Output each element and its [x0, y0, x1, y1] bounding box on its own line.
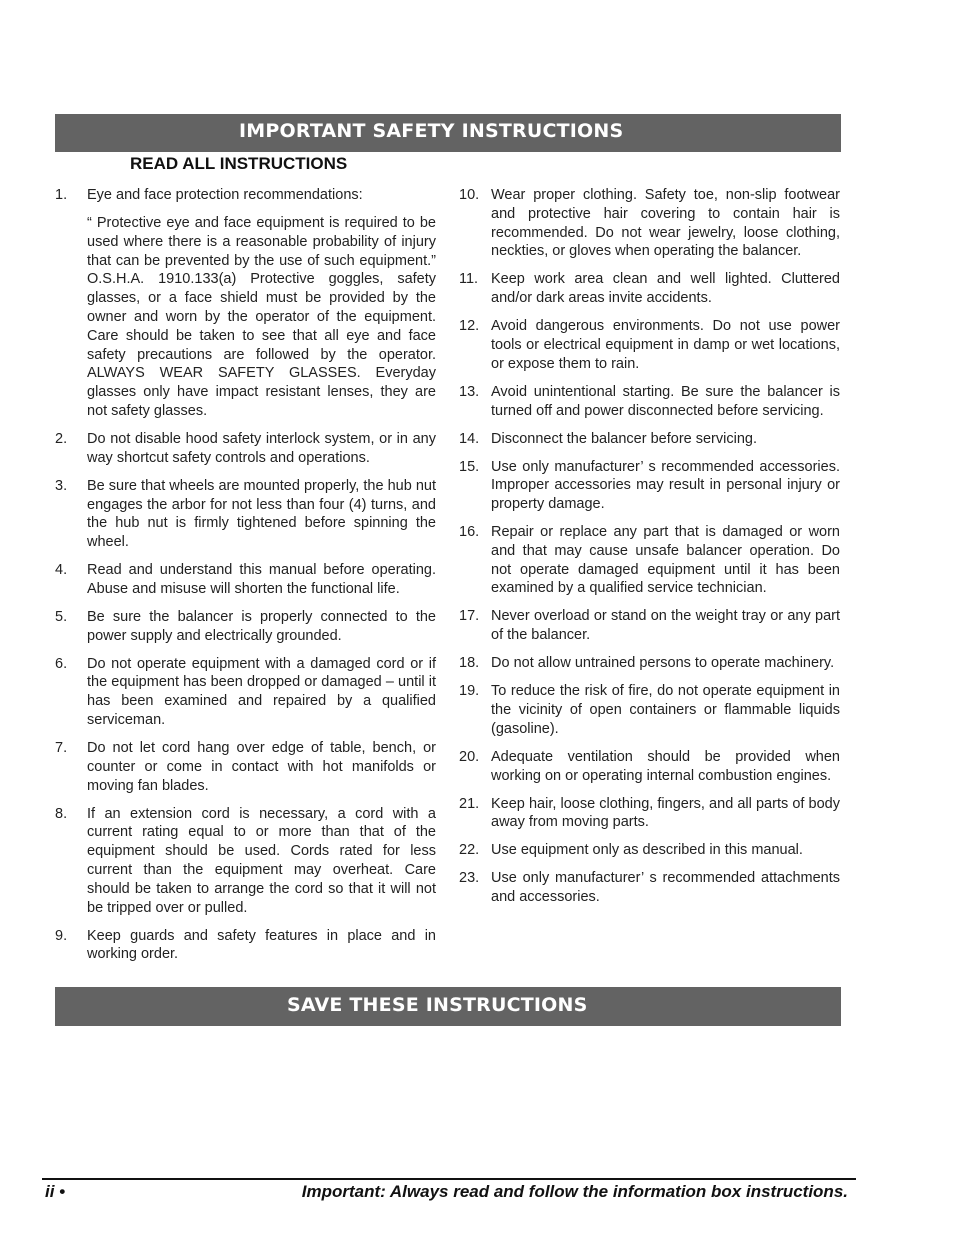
- instruction-item-17: [459, 607, 840, 645]
- page-number: ii •: [45, 1182, 66, 1201]
- instruction-item-13: [459, 383, 840, 421]
- instruction-text: Read and understand this manual before operating. Abuse and misuse will shorten the functional life.: [87, 562, 436, 597]
- instruction-item-22: [459, 841, 840, 860]
- instruction-text: Use only manufacturer’ s recommended attachments and accessories.: [491, 870, 840, 906]
- instruction-item-21: [459, 795, 840, 833]
- instruction-number: 21.: [459, 795, 480, 812]
- read-all-instructions-heading: READ ALL INSTRUCTIONS: [130, 154, 348, 173]
- instruction-number: 5.: [55, 608, 68, 625]
- instruction-text: Do not let cord hang over edge of table, bench, or counter or come in contact with hot manifolds or moving fan blades.: [87, 740, 436, 794]
- instruction-text: Eye and face protection recommendations:: [87, 187, 363, 203]
- instruction-item-16: [459, 523, 840, 598]
- instruction-text: Disconnect the balancer before servicing.: [491, 430, 757, 447]
- instruction-item-9: [55, 927, 436, 965]
- instruction-text: Keep hair, loose clothing, fingers, and all parts of body away from moving parts.: [491, 795, 840, 831]
- instruction-number: 23.: [459, 870, 480, 887]
- instruction-number: 8.: [55, 805, 68, 822]
- instruction-number: 6.: [55, 655, 68, 672]
- instruction-quote: “ Protective eye and face equipment is required to be used where there is a reasonable probability of injury that can be prevented by the use of such equipment.” O.S.H.A. 1910.133(a) Protective goggles, safety glasses, or a face shield must be provided by the owner and worn by the operator of the equipment. Care should be taken to see that all eye and face safety precautions are followed by the operator. ALWAYS WEAR SAFETY GLASSES. Everyday glasses only have impact resistant lenses, they are not safety glasses.: [87, 214, 436, 419]
- instruction-item-15: [459, 458, 840, 514]
- instruction-text: Use only manufacturer’ s recommended accessories. Improper accessories may result in personal injury or property damage.: [491, 458, 840, 513]
- instruction-number: 7.: [55, 740, 68, 757]
- instruction-number: 15.: [459, 458, 480, 475]
- instruction-number: 22.: [459, 842, 480, 859]
- instruction-text: Never overload or stand on the weight tray or any part of the balancer.: [491, 608, 840, 644]
- instruction-item-12: [459, 317, 840, 373]
- instruction-text: Be sure that wheels are mounted properly, the hub nut engages the arbor for not less than four (4) turns, and the hub nut is firmly tightened before spinning the wheel.: [87, 477, 436, 551]
- instruction-number: 18.: [459, 655, 480, 672]
- instruction-item-4: [55, 561, 436, 599]
- instruction-item-7: [55, 739, 436, 795]
- instruction-item-5: [55, 608, 436, 646]
- instruction-number: 12.: [459, 318, 480, 335]
- instruction-number: 2.: [55, 430, 68, 447]
- instruction-item-8: [55, 805, 436, 918]
- instruction-item-18: [459, 654, 840, 673]
- instruction-text: Use equipment only as described in this manual.: [491, 842, 803, 859]
- instruction-text: Be sure the balancer is properly connected to the power supply and electrically grounded.: [87, 608, 436, 644]
- instruction-number: 20.: [459, 748, 480, 765]
- instruction-number: 9.: [55, 927, 68, 944]
- instruction-number: 3.: [55, 477, 68, 494]
- instruction-number: 14.: [459, 430, 480, 447]
- instruction-number: 10.: [459, 187, 480, 203]
- instruction-text: Do not operate equipment with a damaged cord or if the equipment has been dropped or damaged – until it has been examined and repaired by a qualified serviceman.: [87, 655, 436, 729]
- instruction-number: 4.: [55, 562, 68, 579]
- instruction-number: 11.: [459, 271, 479, 288]
- instruction-number: 17.: [459, 608, 480, 625]
- save-instructions-banner: SAVE THESE INSTRUCTIONS: [55, 987, 841, 1026]
- instruction-item-19: [459, 682, 840, 738]
- instruction-number: 1.: [55, 187, 68, 203]
- instruction-text: Avoid unintentional starting. Be sure the balancer is turned off and power disconnected before servicing.: [491, 383, 840, 419]
- instruction-number: 16.: [459, 524, 480, 541]
- instruction-text: To reduce the risk of fire, do not operate equipment in the vicinity of open containers or flammable liquids (gasoline).: [491, 683, 840, 737]
- footer-divider: [42, 1178, 856, 1180]
- instruction-number: 19.: [459, 683, 480, 700]
- instruction-item-11: [459, 270, 840, 308]
- instruction-item-10: [459, 186, 840, 261]
- footer-note: Important: Always read and follow the information box instructions.: [301, 1182, 848, 1201]
- instruction-item-20: [459, 748, 840, 786]
- instruction-item-23: [459, 869, 840, 907]
- instruction-item-6: [55, 655, 436, 730]
- instruction-text: Do not allow untrained persons to operate machinery.: [491, 655, 835, 672]
- instruction-text: Wear proper clothing. Safety toe, non-slip footwear and protective hair covering to contain hair is recommended. Do not wear jewelry, loose clothing, neckties, or gloves when operating the balancer.: [491, 187, 840, 260]
- instruction-text: Do not disable hood safety interlock system, or in any way shortcut safety controls and operations.: [87, 430, 436, 466]
- instruction-item-2: [55, 430, 436, 468]
- instruction-number: 13.: [459, 383, 480, 400]
- instructions-column-left: [55, 186, 436, 973]
- instructions-column-right: [459, 186, 840, 916]
- instruction-text: Avoid dangerous environments. Do not use power tools or electrical equipment in damp or wet locations, or expose them to rain.: [491, 318, 840, 372]
- instruction-text: Keep work area clean and well lighted. Cluttered and/or dark areas invite accidents.: [491, 271, 840, 307]
- instruction-item-1: [55, 186, 436, 421]
- instruction-item-14: [459, 430, 840, 449]
- instruction-text: Keep guards and safety features in place and in working order.: [87, 927, 436, 963]
- instruction-item-3: [55, 477, 436, 552]
- instruction-text: If an extension cord is necessary, a cord with a current rating equal to or more than that of the equipment should be used. Cords rated for less current than the equipment may overheat. Care should be taken to arrange the cord so that it will not be tripped over or pulled.: [87, 805, 436, 916]
- safety-instructions-banner: IMPORTANT SAFETY INSTRUCTIONS: [55, 114, 841, 152]
- instruction-text: Adequate ventilation should be provided when working on or operating internal combustion engines.: [491, 748, 840, 784]
- instruction-text: Repair or replace any part that is damaged or worn and that may cause unsafe balancer operation. Do not operate damaged equipment until it has been examined by a qualified service technician.: [491, 524, 840, 597]
